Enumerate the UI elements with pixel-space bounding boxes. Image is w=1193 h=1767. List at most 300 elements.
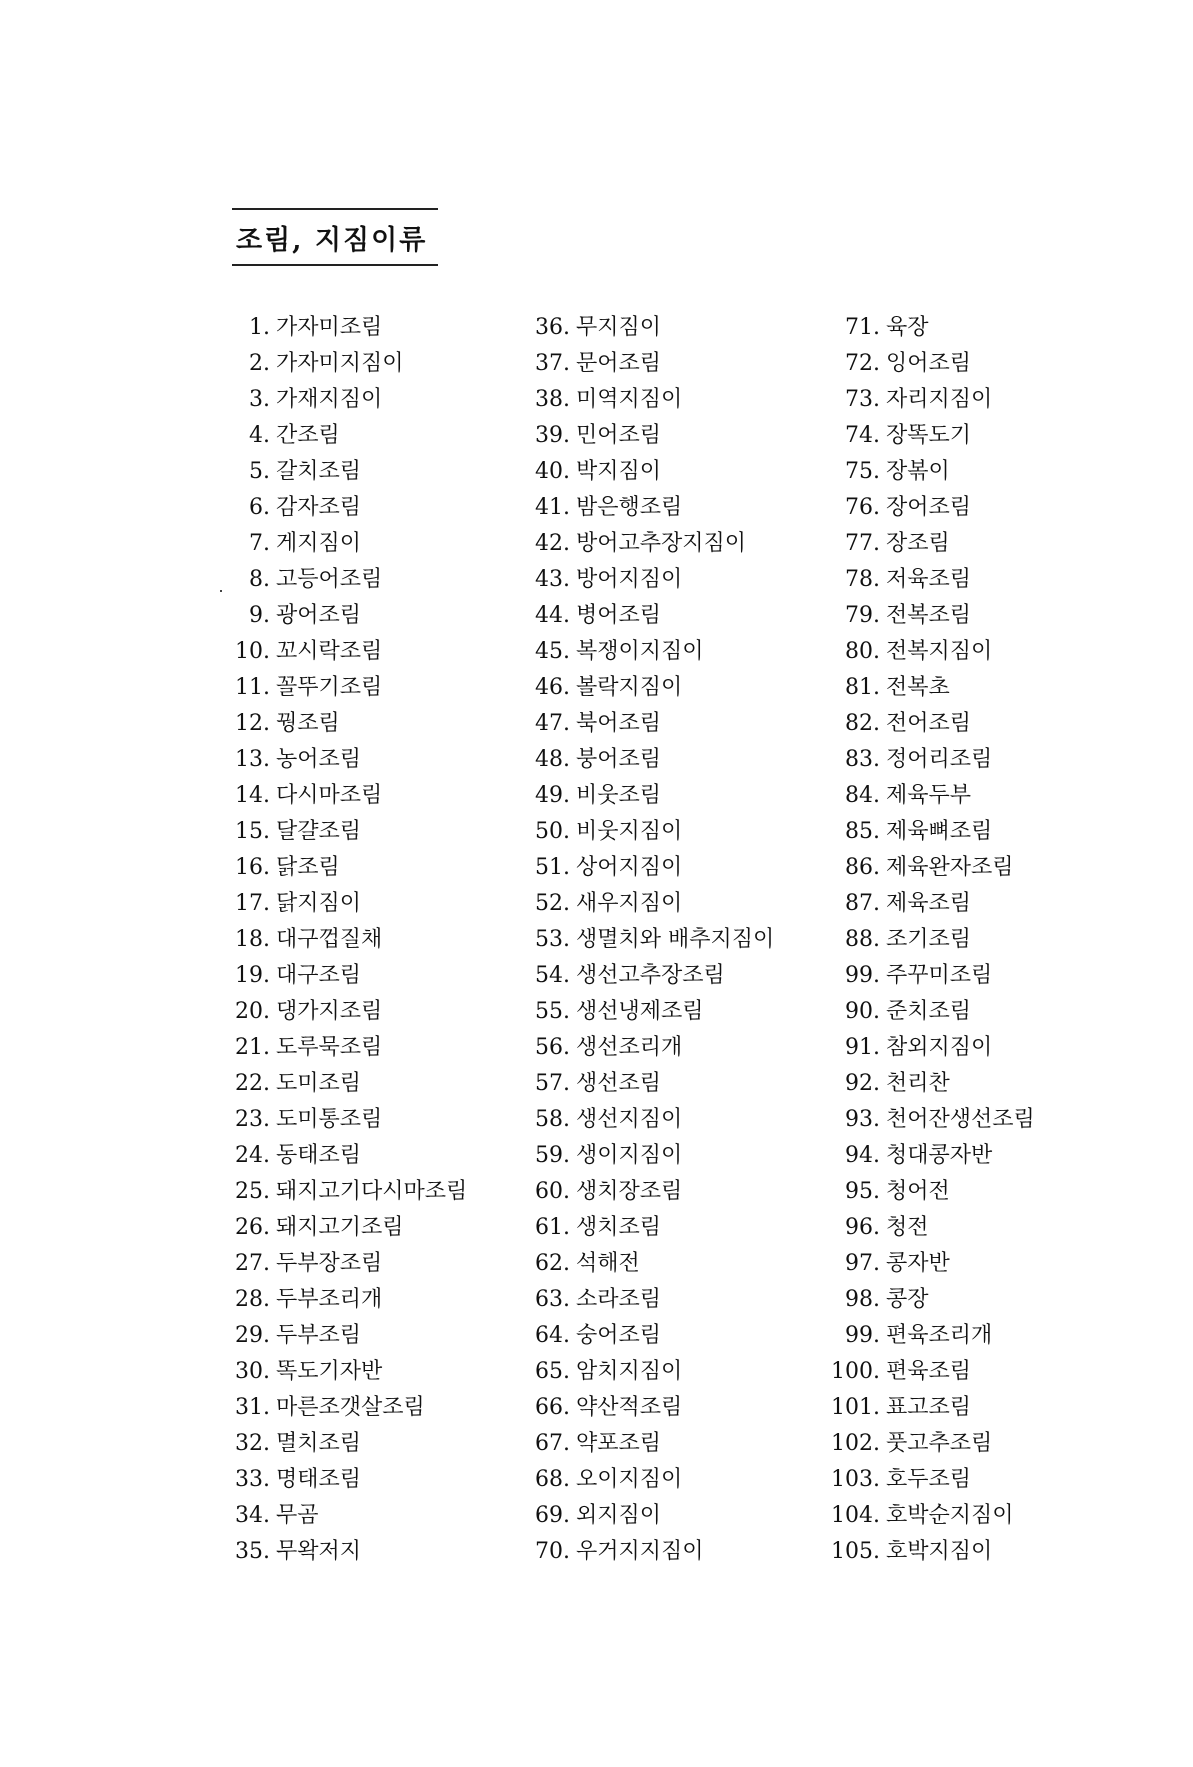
item-number: 41.	[535, 495, 570, 520]
item-name: 잉어조림	[886, 351, 972, 376]
item-name: 외지짐이	[576, 1503, 662, 1528]
list-item	[817, 1318, 1035, 1354]
item-name: 상어지짐이	[576, 855, 683, 880]
item-name: 편육조리개	[886, 1323, 993, 1348]
item-number: 7.	[249, 531, 270, 556]
item-number: 42.	[535, 531, 570, 556]
item-name: 호박지짐이	[886, 1539, 993, 1564]
item-number: 45.	[535, 639, 570, 664]
item-number: 27.	[235, 1251, 270, 1276]
item-number: 79.	[845, 603, 880, 628]
item-number: 46.	[535, 675, 570, 700]
list-item	[520, 922, 774, 958]
item-number: 44.	[535, 603, 570, 628]
list-item	[520, 598, 774, 634]
list-item	[220, 850, 467, 886]
list-item	[520, 382, 774, 418]
item-number: 21.	[235, 1035, 270, 1060]
item-name: 도미통조림	[276, 1107, 383, 1132]
item-name: 돼지고기조림	[276, 1215, 404, 1240]
item-name: 청전	[886, 1215, 929, 1240]
list-item	[817, 922, 1035, 958]
item-number: 77.	[845, 531, 880, 556]
list-item	[220, 598, 467, 634]
list-item	[220, 526, 467, 562]
item-number: 3.	[249, 387, 270, 412]
item-number: 97.	[845, 1251, 880, 1276]
item-name: 대구껍질채	[276, 927, 383, 952]
list-item	[220, 562, 467, 598]
list-item	[220, 310, 467, 346]
list-item	[520, 1066, 774, 1102]
item-number: 78.	[845, 567, 880, 592]
item-name: 닭조림	[276, 855, 340, 880]
item-name: 꼴뚜기조림	[276, 675, 383, 700]
list-item	[817, 742, 1035, 778]
item-number: 66.	[535, 1395, 570, 1420]
list-item	[817, 1354, 1035, 1390]
item-name: 장볶이	[886, 459, 950, 484]
list-item	[220, 994, 467, 1030]
item-number: 13.	[235, 747, 270, 772]
list-item	[520, 814, 774, 850]
item-name: 두부조리개	[276, 1287, 383, 1312]
item-number: 17.	[235, 891, 270, 916]
item-number: 90.	[845, 999, 880, 1024]
item-name: 생이지짐이	[576, 1143, 683, 1168]
item-name: 장조림	[886, 531, 950, 556]
item-number: 85.	[845, 819, 880, 844]
list-item	[520, 850, 774, 886]
item-number: 52.	[535, 891, 570, 916]
item-number: 49.	[535, 783, 570, 808]
list-item	[520, 562, 774, 598]
list-item	[220, 1534, 467, 1570]
item-name: 돼지고기다시마조림	[276, 1179, 468, 1204]
item-name: 멸치조림	[276, 1431, 362, 1456]
item-name: 똑도기자반	[276, 1359, 383, 1384]
item-name: 주꾸미조림	[886, 963, 993, 988]
list-item	[520, 526, 774, 562]
item-number: 1.	[249, 315, 270, 340]
item-name: 약포조림	[576, 1431, 662, 1456]
recipe-list-column-2	[520, 310, 774, 1570]
item-name: 닭지짐이	[276, 891, 362, 916]
item-name: 두부장조림	[276, 1251, 383, 1276]
list-item	[817, 346, 1035, 382]
item-name: 비웃조림	[576, 783, 662, 808]
item-number: 6.	[249, 495, 270, 520]
item-number: 31.	[235, 1395, 270, 1420]
list-item	[520, 1174, 774, 1210]
item-number: 35.	[235, 1539, 270, 1564]
list-item	[220, 886, 467, 922]
item-number: 98.	[845, 1287, 880, 1312]
list-item	[220, 814, 467, 850]
item-number: 73.	[845, 387, 880, 412]
item-name: 준치조림	[886, 999, 972, 1024]
item-name: 병어조림	[576, 603, 662, 628]
item-name: 제육뼈조림	[886, 819, 993, 844]
list-item	[817, 1498, 1035, 1534]
item-name: 문어조림	[576, 351, 662, 376]
item-number: 82.	[845, 711, 880, 736]
list-item	[220, 958, 467, 994]
item-name: 무지짐이	[576, 315, 662, 340]
item-number: 8.	[249, 567, 270, 592]
item-name: 복쟁이지짐이	[576, 639, 704, 664]
item-name: 호박순지짐이	[886, 1503, 1014, 1528]
item-number: 20.	[235, 999, 270, 1024]
item-number: 34.	[235, 1503, 270, 1528]
list-item	[817, 778, 1035, 814]
item-name: 생멸치와 배추지짐이	[576, 927, 775, 952]
list-item	[817, 1174, 1035, 1210]
list-item	[520, 958, 774, 994]
item-name: 농어조림	[276, 747, 362, 772]
item-name: 가재지짐이	[276, 387, 383, 412]
list-item	[220, 778, 467, 814]
item-name: 꿩조림	[276, 711, 340, 736]
item-name: 자리지짐이	[886, 387, 993, 412]
item-name: 새우지짐이	[576, 891, 683, 916]
item-number: 9.	[249, 603, 270, 628]
list-item	[220, 670, 467, 706]
item-name: 편육조림	[886, 1359, 972, 1384]
item-name: 생선지짐이	[576, 1107, 683, 1132]
item-number: 33.	[235, 1467, 270, 1492]
item-name: 제육완자조림	[886, 855, 1014, 880]
item-number: 70.	[535, 1539, 570, 1564]
item-name: 대구조림	[276, 963, 362, 988]
item-number: 86.	[845, 855, 880, 880]
item-name: 갈치조림	[276, 459, 362, 484]
item-name: 도루묵조림	[276, 1035, 383, 1060]
item-number: 43.	[535, 567, 570, 592]
item-number: 101.	[831, 1395, 880, 1420]
item-name: 무왁저지	[276, 1539, 362, 1564]
list-item	[220, 1174, 467, 1210]
list-item	[520, 310, 774, 346]
item-name: 소라조림	[576, 1287, 662, 1312]
item-name: 밤은행조림	[576, 495, 683, 520]
list-item	[520, 1102, 774, 1138]
item-name: 제육두부	[886, 783, 972, 808]
item-name: 장똑도기	[886, 423, 972, 448]
list-item	[520, 1354, 774, 1390]
list-item	[520, 1282, 774, 1318]
item-number: 64.	[535, 1323, 570, 1348]
list-item	[817, 1138, 1035, 1174]
item-name: 간조림	[276, 423, 340, 448]
list-item	[817, 850, 1035, 886]
item-name: 방어지짐이	[576, 567, 683, 592]
list-item	[817, 490, 1035, 526]
item-name: 청대콩자반	[886, 1143, 993, 1168]
item-name: 가자미조림	[276, 315, 383, 340]
item-number: 72.	[845, 351, 880, 376]
item-number: 65.	[535, 1359, 570, 1384]
item-name: 북어조림	[576, 711, 662, 736]
item-name: 동태조림	[276, 1143, 362, 1168]
list-item	[520, 1498, 774, 1534]
list-item	[520, 1426, 774, 1462]
list-item	[817, 1426, 1035, 1462]
item-number: 96.	[845, 1215, 880, 1240]
list-item	[817, 1066, 1035, 1102]
item-name: 고등어조림	[276, 567, 383, 592]
item-number: 5.	[249, 459, 270, 484]
item-number: 26.	[235, 1215, 270, 1240]
list-item	[520, 634, 774, 670]
list-item	[220, 1462, 467, 1498]
list-item	[520, 706, 774, 742]
item-number: 91.	[845, 1035, 880, 1060]
item-number: 71.	[845, 315, 880, 340]
item-number: 92.	[845, 1071, 880, 1096]
item-number: 32.	[235, 1431, 270, 1456]
item-name: 꼬시락조림	[276, 639, 383, 664]
list-item	[220, 1210, 467, 1246]
item-name: 미역지짐이	[576, 387, 683, 412]
list-item	[817, 634, 1035, 670]
item-name: 명태조림	[276, 1467, 362, 1492]
list-item	[220, 1138, 467, 1174]
list-item	[817, 670, 1035, 706]
list-item	[220, 634, 467, 670]
recipe-list-column-1	[220, 310, 467, 1570]
item-name: 무곰	[276, 1503, 319, 1528]
item-number: 100.	[831, 1359, 880, 1384]
item-name: 육장	[886, 315, 929, 340]
list-item	[520, 1030, 774, 1066]
item-number: 94.	[845, 1143, 880, 1168]
list-item	[220, 1354, 467, 1390]
item-number: 50.	[535, 819, 570, 844]
item-name: 비웃지짐이	[576, 819, 683, 844]
item-name: 암치지짐이	[576, 1359, 683, 1384]
item-name: 콩자반	[886, 1251, 950, 1276]
item-number: 10.	[235, 639, 270, 664]
page-title: 조림, 지짐이류	[236, 225, 428, 256]
item-number: 54.	[535, 963, 570, 988]
list-item	[220, 1426, 467, 1462]
item-number: 59.	[535, 1143, 570, 1168]
item-name: 참외지짐이	[886, 1035, 993, 1060]
item-name: 생선조림	[576, 1071, 662, 1096]
list-item	[520, 1210, 774, 1246]
list-item	[817, 382, 1035, 418]
item-name: 우거지지짐이	[576, 1539, 704, 1564]
item-name: 민어조림	[576, 423, 662, 448]
list-item	[520, 1138, 774, 1174]
list-item	[817, 1534, 1035, 1570]
list-item	[817, 1462, 1035, 1498]
list-item	[520, 670, 774, 706]
item-number: 84.	[845, 783, 880, 808]
list-item	[520, 1390, 774, 1426]
item-number: 30.	[235, 1359, 270, 1384]
list-item	[220, 490, 467, 526]
item-name: 생치조림	[576, 1215, 662, 1240]
item-number: 22.	[235, 1071, 270, 1096]
item-number: 55.	[535, 999, 570, 1024]
item-number: 57.	[535, 1071, 570, 1096]
item-number: 12.	[235, 711, 270, 736]
list-item	[220, 706, 467, 742]
item-name: 박지짐이	[576, 459, 662, 484]
recipe-list-column-3	[817, 310, 1035, 1570]
item-number: 38.	[535, 387, 570, 412]
item-number: 19.	[235, 963, 270, 988]
item-name: 게지짐이	[276, 531, 362, 556]
item-number: 63.	[535, 1287, 570, 1312]
item-name: 댕가지조림	[276, 999, 383, 1024]
item-name: 볼락지짐이	[576, 675, 683, 700]
item-name: 생치장조림	[576, 1179, 683, 1204]
item-name: 정어리조림	[886, 747, 993, 772]
item-name: 전복초	[886, 675, 950, 700]
list-item	[520, 418, 774, 454]
item-number: 81.	[845, 675, 880, 700]
list-item	[520, 346, 774, 382]
item-name: 다시마조림	[276, 783, 383, 808]
item-name: 표고조림	[886, 1395, 972, 1420]
item-number: 47.	[535, 711, 570, 736]
item-number: 99.	[845, 963, 880, 988]
item-number: 24.	[235, 1143, 270, 1168]
item-number: 62.	[535, 1251, 570, 1276]
item-name: 가자미지짐이	[276, 351, 404, 376]
item-name: 오이지짐이	[576, 1467, 683, 1492]
item-name: 전복지짐이	[886, 639, 993, 664]
item-number: 95.	[845, 1179, 880, 1204]
item-number: 15.	[235, 819, 270, 844]
item-name: 마른조갯살조림	[276, 1395, 425, 1420]
list-item	[520, 886, 774, 922]
item-number: 28.	[235, 1287, 270, 1312]
item-name: 호두조림	[886, 1467, 972, 1492]
list-item	[220, 1282, 467, 1318]
item-number: 18.	[235, 927, 270, 952]
item-number: 53.	[535, 927, 570, 952]
item-name: 감자조림	[276, 495, 362, 520]
list-item	[817, 454, 1035, 490]
item-name: 숭어조림	[576, 1323, 662, 1348]
item-name: 저육조림	[886, 567, 972, 592]
item-name: 달걀조림	[276, 819, 362, 844]
item-number: 87.	[845, 891, 880, 916]
list-item	[520, 454, 774, 490]
list-item	[220, 1498, 467, 1534]
item-number: 83.	[845, 747, 880, 772]
list-item	[220, 346, 467, 382]
list-item	[220, 454, 467, 490]
list-item	[520, 1318, 774, 1354]
item-name: 광어조림	[276, 603, 362, 628]
list-item	[817, 1210, 1035, 1246]
item-number: 11.	[235, 675, 270, 700]
item-number: 102.	[831, 1431, 880, 1456]
list-item	[220, 1246, 467, 1282]
item-number: 39.	[535, 423, 570, 448]
item-name: 두부조림	[276, 1323, 362, 1348]
item-name: 생선조리개	[576, 1035, 683, 1060]
list-item	[520, 778, 774, 814]
item-name: 도미조림	[276, 1071, 362, 1096]
list-item	[520, 1246, 774, 1282]
item-number: 51.	[535, 855, 570, 880]
list-item	[220, 382, 467, 418]
item-name: 전어조림	[886, 711, 972, 736]
item-number: 25.	[235, 1179, 270, 1204]
list-item	[817, 598, 1035, 634]
item-number: 93.	[845, 1107, 880, 1132]
list-item	[220, 1030, 467, 1066]
item-number: 67.	[535, 1431, 570, 1456]
item-name: 장어조림	[886, 495, 972, 520]
item-name: 풋고추조림	[886, 1431, 993, 1456]
item-number: 23.	[235, 1107, 270, 1132]
list-item	[817, 1390, 1035, 1426]
list-item	[817, 310, 1035, 346]
item-number: 61.	[535, 1215, 570, 1240]
item-number: 60.	[535, 1179, 570, 1204]
item-number: 56.	[535, 1035, 570, 1060]
list-item	[220, 1390, 467, 1426]
item-name: 약산적조림	[576, 1395, 683, 1420]
item-name: 생선고추장조림	[576, 963, 725, 988]
list-item	[220, 1102, 467, 1138]
list-item	[817, 562, 1035, 598]
section-title-block	[232, 208, 438, 266]
item-name: 생선냉제조림	[576, 999, 704, 1024]
item-name: 천리찬	[886, 1071, 950, 1096]
list-item	[520, 1462, 774, 1498]
list-item	[220, 418, 467, 454]
item-name: 붕어조림	[576, 747, 662, 772]
item-number: 99.	[845, 1323, 880, 1348]
item-number: 74.	[845, 423, 880, 448]
list-item	[817, 1102, 1035, 1138]
item-name: 제육조림	[886, 891, 972, 916]
list-item	[520, 1534, 774, 1570]
list-item	[817, 958, 1035, 994]
item-number: 40.	[535, 459, 570, 484]
item-number: 104.	[831, 1503, 880, 1528]
list-item	[817, 706, 1035, 742]
list-item	[520, 994, 774, 1030]
item-number: 75.	[845, 459, 880, 484]
item-name: 전복조림	[886, 603, 972, 628]
item-number: 103.	[831, 1467, 880, 1492]
list-item	[817, 814, 1035, 850]
list-item	[817, 1282, 1035, 1318]
item-number: 2.	[249, 351, 270, 376]
item-number: 36.	[535, 315, 570, 340]
item-name: 청어전	[886, 1179, 950, 1204]
item-number: 58.	[535, 1107, 570, 1132]
item-name: 석해전	[576, 1251, 640, 1276]
item-name: 천어잔생선조림	[886, 1107, 1035, 1132]
list-item	[817, 1030, 1035, 1066]
list-item	[817, 994, 1035, 1030]
list-item	[220, 1066, 467, 1102]
item-number: 76.	[845, 495, 880, 520]
item-number: 69.	[535, 1503, 570, 1528]
item-number: 4.	[249, 423, 270, 448]
list-item	[220, 922, 467, 958]
